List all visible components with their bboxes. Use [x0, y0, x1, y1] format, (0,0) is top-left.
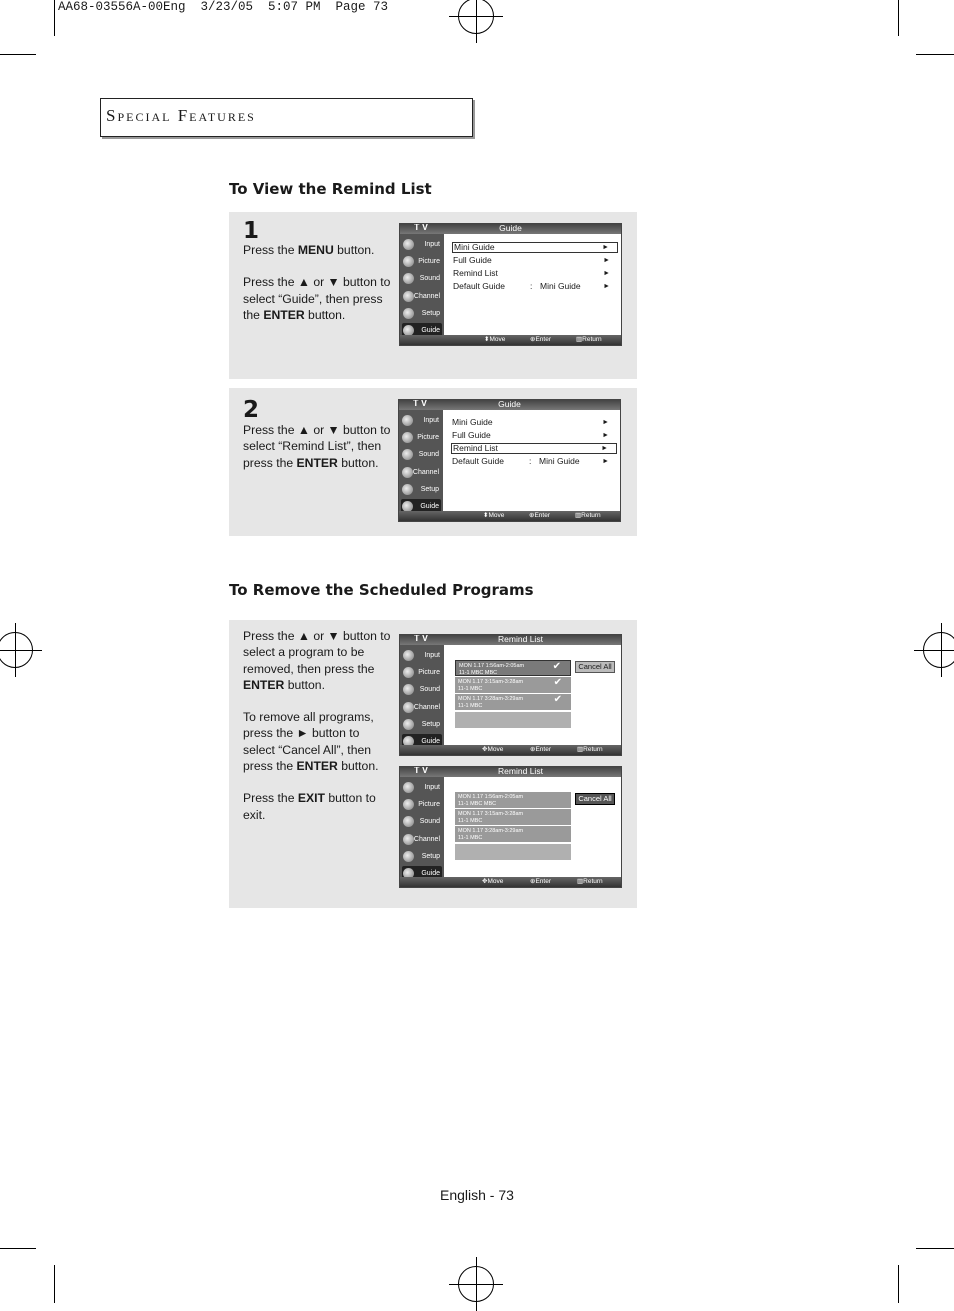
sound-icon: [403, 816, 414, 827]
osd-title-bar: [400, 635, 621, 645]
osd-menu-picture[interactable]: Picture: [402, 665, 442, 680]
osd-menu-channel[interactable]: Channel: [401, 465, 441, 480]
crop-mark: [0, 1248, 36, 1249]
setup-icon: [403, 719, 414, 730]
check-icon: ✔: [553, 694, 562, 705]
osd-title-bar: [399, 400, 620, 410]
osd-help-bar: ✥ Move ⊕ Enter ▥ Return: [400, 877, 621, 887]
cancel-all-button[interactable]: Cancel All: [575, 661, 615, 673]
osd-menu-picture[interactable]: Picture: [402, 797, 442, 812]
osd-menu-guide[interactable]: Guide: [402, 734, 442, 749]
picture-icon: [403, 256, 414, 267]
osd-menu-input[interactable]: Input: [401, 413, 441, 428]
osd-title: Guide: [498, 399, 521, 409]
osd-help-bar: ⬍ Move ⊕ Enter ▥ Return: [399, 511, 620, 521]
remove-para2: To remove all programs, press the ► button to select “Cancel All”, then press the ENTER button.: [243, 710, 379, 774]
remind-row-empty: [455, 844, 571, 860]
osd-sidebar: [399, 410, 443, 511]
picture-icon: [403, 667, 414, 678]
step2-para1: Press the ▲ or ▼ button to select “Remind List”, then press the ENTER button.: [243, 423, 391, 470]
crop-mark: [0, 54, 36, 55]
remind-row[interactable]: MON 1.17 3:28am-3:29am 11-1 MBC ✔: [455, 694, 571, 710]
crop-mark: [916, 1248, 954, 1249]
osd-item-full-guide[interactable]: Full Guide ►: [452, 430, 609, 440]
remove-para3: Press the EXIT button to exit.: [243, 791, 376, 822]
osd-menu-input[interactable]: Input: [402, 237, 442, 252]
osd-tv-label: T V: [414, 766, 429, 775]
osd-menu-sound[interactable]: Sound: [402, 271, 442, 286]
osd-item-default-guide[interactable]: Default Guide : Mini Guide ►: [453, 281, 610, 291]
step2-instructions: [243, 422, 393, 471]
remind-row-empty: [455, 712, 571, 728]
osd-item-remind-list[interactable]: Remind List ►: [453, 268, 610, 278]
check-icon: ✔: [553, 677, 562, 688]
osd-remind-2: [399, 766, 622, 888]
osd-title: Remind List: [498, 634, 543, 644]
osd-menu-input[interactable]: Input: [402, 780, 442, 795]
channel-icon: [403, 834, 414, 845]
registration-mark: [458, 0, 494, 34]
input-icon: [403, 782, 414, 793]
remove-instructions: [243, 628, 393, 823]
step1-para1: Press the MENU button.: [243, 243, 375, 257]
crop-mark: [898, 1265, 899, 1303]
osd-menu-sound[interactable]: Sound: [402, 814, 442, 829]
osd-item-full-guide[interactable]: Full Guide ►: [453, 255, 610, 265]
setup-icon: [403, 851, 414, 862]
remove-title: To Remove the Scheduled Programs: [229, 581, 534, 599]
osd-menu-picture[interactable]: Picture: [402, 254, 442, 269]
sound-icon: [403, 684, 414, 695]
crop-mark: [54, 0, 55, 36]
step1-number: 1: [243, 218, 260, 244]
remind-row[interactable]: MON 1.17 3:15am-3:28am 11-1 MBC: [455, 809, 571, 825]
osd-title: Guide: [499, 223, 522, 233]
osd-title-bar: [400, 224, 621, 234]
registration-mark: [458, 1266, 494, 1302]
osd-menu-sound[interactable]: Sound: [402, 682, 442, 697]
osd-menu-setup[interactable]: Setup: [402, 849, 442, 864]
remind-row[interactable]: MON 1.17 1:56am-2:05am 11-1 MBC MBC ✔: [455, 660, 571, 676]
osd-menu-sound[interactable]: Sound: [401, 447, 441, 462]
osd-tv-label: T V: [413, 399, 428, 408]
remind-row[interactable]: MON 1.17 1:56am-2:05am 11-1 MBC MBC: [455, 792, 571, 808]
osd-menu-setup[interactable]: Setup: [402, 717, 442, 732]
osd-menu-picture[interactable]: Picture: [401, 430, 441, 445]
remind-row[interactable]: MON 1.17 3:15am-3:28am 11-1 MBC ✔: [455, 677, 571, 693]
print-header: AA68-03556A-00Eng 3/23/05 5:07 PM Page 73: [58, 0, 389, 14]
crop-mark: [916, 54, 954, 55]
check-icon: ✔: [552, 661, 561, 672]
setup-icon: [403, 308, 414, 319]
osd-menu-channel[interactable]: Channel: [402, 700, 442, 715]
osd-item-mini-guide[interactable]: Mini Guide ►: [452, 242, 618, 253]
picture-icon: [402, 432, 413, 443]
osd-guide-2: [398, 399, 621, 522]
view-remind-title: To View the Remind List: [229, 180, 432, 198]
registration-mark: [923, 632, 954, 668]
osd-guide-1: [399, 223, 622, 346]
osd-help-bar: ✥ Move ⊕ Enter ▥ Return: [400, 745, 621, 755]
osd-menu-channel[interactable]: Channel: [402, 289, 442, 304]
cancel-all-button[interactable]: Cancel All: [575, 793, 615, 805]
osd-tv-label: T V: [414, 634, 429, 643]
osd-menu-guide[interactable]: Guide: [402, 866, 442, 881]
osd-menu-channel[interactable]: Channel: [402, 832, 442, 847]
osd-help-bar: ⬍ Move ⊕ Enter ▥ Return: [400, 335, 621, 345]
sound-icon: [403, 273, 414, 284]
step1-instructions: [243, 242, 393, 323]
picture-icon: [403, 799, 414, 810]
osd-sidebar: [400, 234, 444, 335]
section-header: Special Features: [106, 106, 256, 125]
channel-icon: [403, 702, 414, 713]
registration-mark: [0, 632, 33, 668]
osd-sidebar: [400, 777, 444, 877]
osd-sidebar: [400, 645, 444, 745]
crop-mark: [898, 0, 899, 36]
step2-number: 2: [243, 397, 260, 423]
osd-item-remind-list[interactable]: Remind List ►: [451, 443, 617, 454]
channel-icon: [402, 467, 413, 478]
osd-menu-setup[interactable]: Setup: [401, 482, 441, 497]
osd-remind-1: [399, 634, 622, 756]
input-icon: [403, 239, 414, 250]
osd-tv-label: T V: [414, 223, 429, 232]
crop-mark: [54, 1265, 55, 1303]
channel-icon: [403, 291, 414, 302]
remind-row[interactable]: MON 1.17 3:28am-3:29am 11-1 MBC: [455, 826, 571, 842]
input-icon: [402, 415, 413, 426]
osd-title-bar: [400, 767, 621, 777]
sound-icon: [402, 449, 413, 460]
setup-icon: [402, 484, 413, 495]
osd-title: Remind List: [498, 766, 543, 776]
step1-para2: Press the ▲ or ▼ button to select “Guide”, then press the ENTER button.: [243, 275, 391, 322]
remove-para1: Press the ▲ or ▼ button to select a program to be removed, then press the ENTER button.: [243, 629, 391, 692]
osd-menu-guide[interactable]: Guide: [401, 499, 441, 514]
osd-menu-setup[interactable]: Setup: [402, 306, 442, 321]
osd-menu-guide[interactable]: Guide: [402, 323, 442, 338]
input-icon: [403, 650, 414, 661]
osd-item-default-guide[interactable]: Default Guide : Mini Guide ►: [452, 456, 609, 466]
osd-menu-input[interactable]: Input: [402, 648, 442, 663]
osd-item-mini-guide[interactable]: Mini Guide ►: [452, 417, 609, 427]
page-footer: English - 73: [440, 1187, 514, 1203]
